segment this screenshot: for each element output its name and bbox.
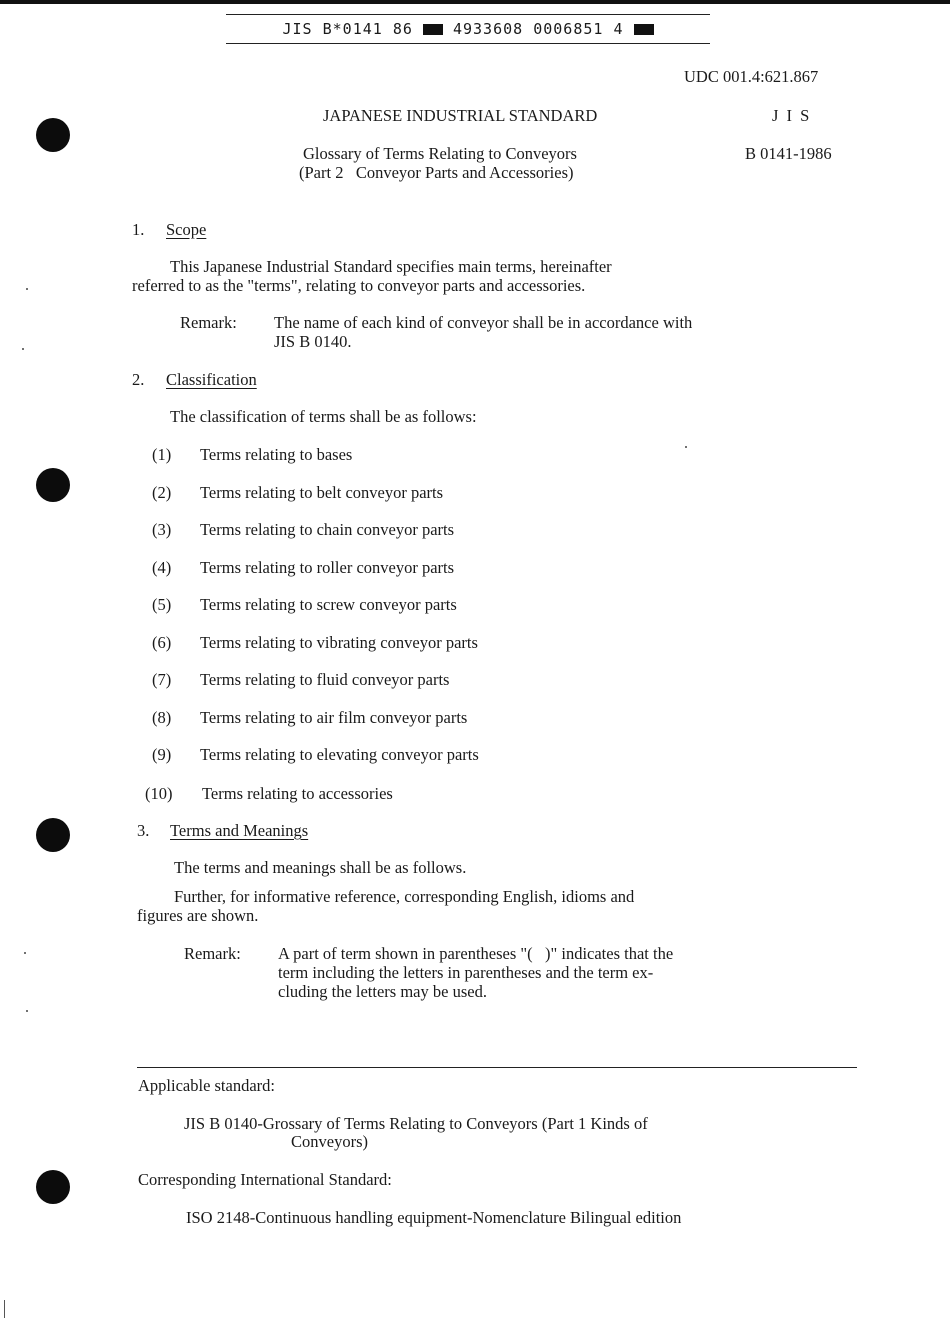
applicable-standard-label: Applicable standard: xyxy=(138,1076,275,1095)
international-standard-label: Corresponding International Standard: xyxy=(138,1170,392,1189)
scope-paragraph-line-2: referred to as the "terms", relating to conveyor parts and accessories. xyxy=(132,276,586,295)
list-item-text: Terms relating to screw conveyor parts xyxy=(200,595,457,614)
stamp-block-mark xyxy=(634,24,654,35)
list-item-number: (6) xyxy=(152,633,172,652)
section-3-number: 3. xyxy=(137,821,150,840)
scan-speck xyxy=(24,952,26,954)
terms-paragraph-2-line-2: figures are shown. xyxy=(137,906,259,925)
stamp-left-code: JIS B*0141 86 xyxy=(282,20,413,38)
footer-divider xyxy=(137,1067,857,1068)
list-item-number: (1) xyxy=(152,445,172,464)
microfilm-stamp xyxy=(226,14,710,44)
standard-number: B 0141-1986 xyxy=(745,144,832,163)
binder-hole xyxy=(36,118,70,152)
list-item-number: (3) xyxy=(152,520,172,539)
scope-paragraph-line-1: This Japanese Industrial Standard specifies main terms, hereinafter xyxy=(170,257,612,276)
udc-code: UDC 001.4:621.867 xyxy=(684,67,819,86)
list-item-number: (5) xyxy=(152,595,172,614)
scan-speck xyxy=(26,288,28,290)
classification-intro: The classification of terms shall be as follows: xyxy=(170,407,477,426)
scope-remark-line-2: JIS B 0140. xyxy=(274,332,352,351)
section-1-heading: Scope xyxy=(166,220,207,239)
section-2-number: 2. xyxy=(132,370,145,389)
standard-name: JAPANESE INDUSTRIAL STANDARD xyxy=(323,106,598,125)
binder-hole xyxy=(36,818,70,852)
binder-hole xyxy=(36,468,70,502)
scan-top-border xyxy=(0,0,950,4)
terms-paragraph-2-line-1: Further, for informative reference, corresponding English, idioms and xyxy=(174,887,635,906)
scan-mark xyxy=(4,1300,5,1318)
list-item-text: Terms relating to roller conveyor parts xyxy=(200,558,455,577)
terms-paragraph-1: The terms and meanings shall be as follows. xyxy=(174,858,467,877)
terms-remark-line-2: term including the letters in parentheses and the term ex- xyxy=(278,963,654,982)
scan-speck xyxy=(22,348,24,350)
list-item-number: (2) xyxy=(152,483,172,502)
scope-remark-line-1: The name of each kind of conveyor shall be in accordance with xyxy=(274,313,693,332)
scan-speck xyxy=(685,446,687,448)
list-item-number: (10) xyxy=(145,784,173,803)
section-3-heading: Terms and Meanings xyxy=(170,821,309,840)
title-line-1: Glossary of Terms Relating to Conveyors xyxy=(303,144,577,163)
terms-remark-line-3: cluding the letters may be used. xyxy=(278,982,487,1001)
list-item-text: Terms relating to fluid conveyor parts xyxy=(200,670,450,689)
terms-remark-label: Remark: xyxy=(184,944,241,963)
list-item-number: (7) xyxy=(152,670,172,689)
list-item-text: Terms relating to belt conveyor parts xyxy=(200,483,444,502)
title-line-2: (Part 2 Conveyor Parts and Accessories) xyxy=(299,163,574,182)
international-standard-value: ISO 2148-Continuous handling equipment-Nomenclature Bilingual edition xyxy=(186,1208,682,1227)
section-1-number: 1. xyxy=(132,220,145,239)
list-item-text: Terms relating to chain conveyor parts xyxy=(200,520,455,539)
section-2-heading: Classification xyxy=(166,370,257,389)
list-item-text: Terms relating to vibrating conveyor parts xyxy=(200,633,478,652)
list-item-number: (9) xyxy=(152,745,172,764)
binder-hole xyxy=(36,1170,70,1204)
applicable-standard-line-1: JIS B 0140-Grossary of Terms Relating to Conveyors (Part 1 Kinds of xyxy=(184,1114,648,1133)
scope-remark-label: Remark: xyxy=(180,313,237,332)
list-item-text: Terms relating to accessories xyxy=(202,784,393,803)
list-item-text: Terms relating to bases xyxy=(200,445,353,464)
stamp-block-mark xyxy=(423,24,443,35)
applicable-standard-line-2: Conveyors) xyxy=(291,1132,368,1151)
list-item-text: Terms relating to air film conveyor parts xyxy=(200,708,468,727)
stamp-right-code: 4933608 0006851 4 xyxy=(452,20,624,38)
terms-remark-line-1: A part of term shown in parentheses "( )" indicates that the xyxy=(278,944,674,963)
jis-mark: J I S xyxy=(772,106,812,125)
list-item-number: (8) xyxy=(152,708,172,727)
scan-speck xyxy=(26,1010,28,1012)
list-item-number: (4) xyxy=(152,558,172,577)
list-item-text: Terms relating to elevating conveyor parts xyxy=(200,745,479,764)
